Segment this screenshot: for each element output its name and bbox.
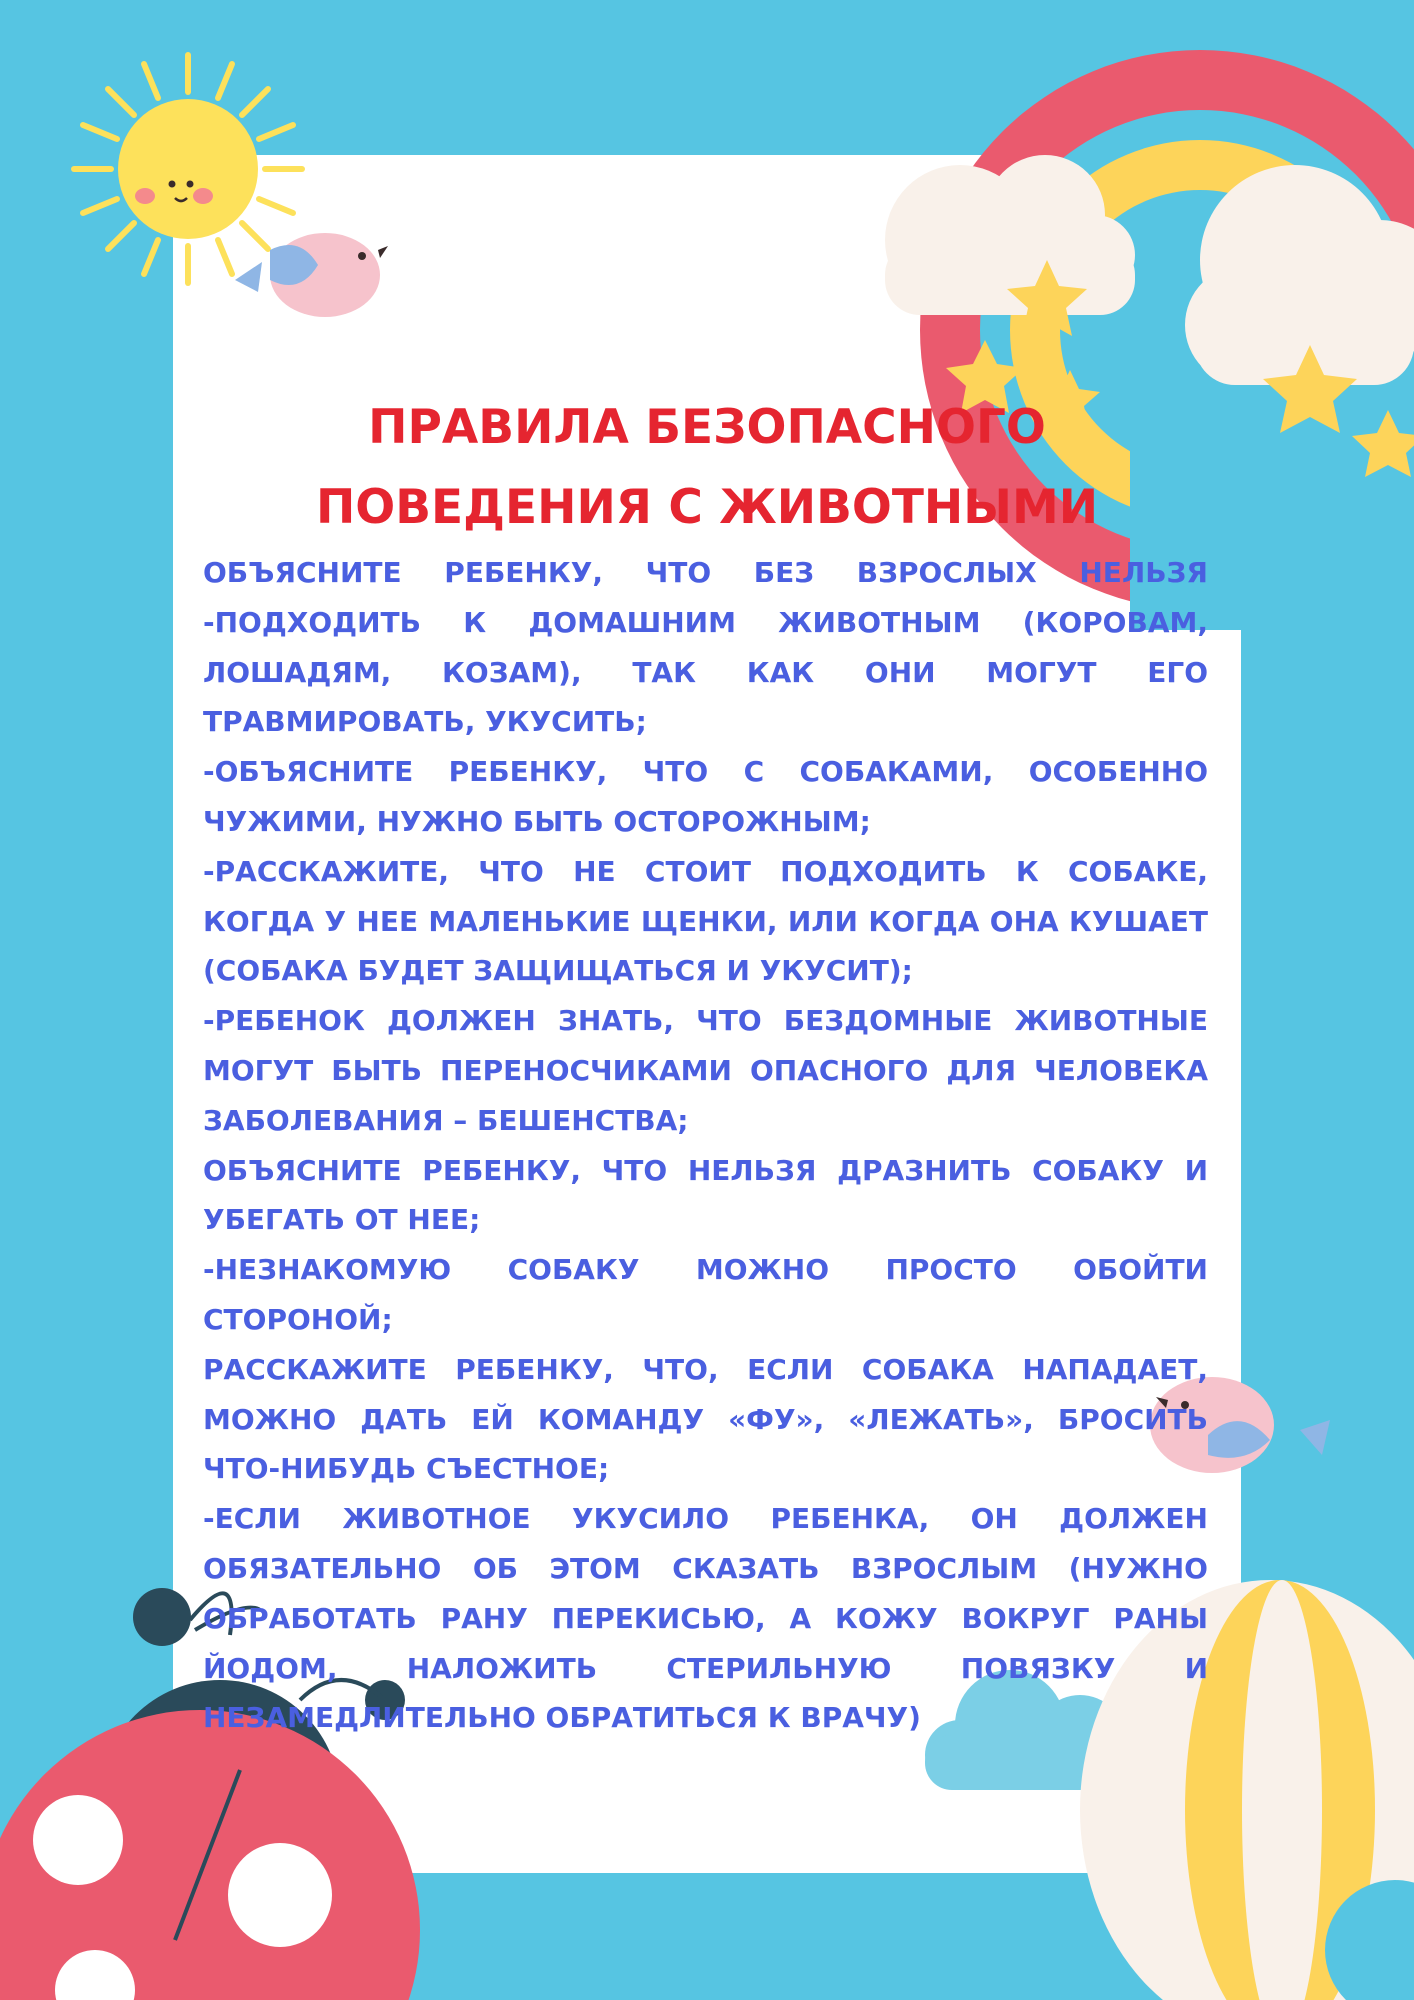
rule-paragraph: -ЕСЛИ ЖИВОТНОЕ УКУСИЛО РЕБЕНКА, ОН ДОЛЖЕН ОБЯЗАТЕЛЬНО ОБ ЭТОМ СКАЗАТЬ ВЗРОСЛЫМ (НУЖНО ОБРАБОТАТЬ РАНУ ПЕРЕКИСЬЮ, А КОЖУ ВОКРУГ РАНЫ ЙОДОМ, НАЛОЖИТЬ СТЕРИЛЬНУЮ ПОВЯЗКУ И НЕЗАМЕДЛИТЕЛЬНО ОБРАТИТЬСЯ К ВРАЧУ) (203, 1502, 1208, 1735)
rule-paragraph: ОБЪЯСНИТЕ РЕБЕНКУ, ЧТО БЕЗ ВЗРОСЛЫХ НЕЛЬЗЯ -ПОДХОДИТЬ К ДОМАШНИМ ЖИВОТНЫМ (КОРОВАМ, ЛОШАДЯМ, КОЗАМ), ТАК КАК ОНИ МОГУТ ЕГО ТРАВМИРОВАТЬ, УКУСИТЬ; (203, 556, 1208, 739)
rule-paragraph: ОБЪЯСНИТЕ РЕБЕНКУ, ЧТО НЕЛЬЗЯ ДРАЗНИТЬ СОБАКУ И УБЕГАТЬ ОТ НЕЕ; (203, 1153, 1208, 1237)
bird-icon (235, 233, 388, 317)
sun-icon (74, 55, 302, 283)
page-title: ПРАВИЛА БЕЗОПАСНОГО ПОВЕДЕНИЯ С ЖИВОТНЫМИ (315, 400, 1099, 535)
rule-paragraph: -РАССКАЖИТЕ, ЧТО НЕ СТОИТ ПОДХОДИТЬ К СОБАКЕ, КОГДА У НЕЕ МАЛЕНЬКИЕ ЩЕНКИ, ИЛИ КОГДА ОНА КУШАЕТ (СОБАКА БУДЕТ ЗАЩИЩАТЬСЯ И УКУСИТ); (203, 854, 1208, 988)
safety-rules-text (203, 548, 1208, 1743)
rule-paragraph: РАССКАЖИТЕ РЕБЕНКУ, ЧТО, ЕСЛИ СОБАКА НАПАДАЕТ, МОЖНО ДАТЬ ЕЙ КОМАНДУ «ФУ», «ЛЕЖАТЬ», БРОСИТЬ ЧТО-НИБУДЬ СЪЕСТНОЕ; (203, 1352, 1208, 1486)
rule-paragraph: -ОБЪЯСНИТЕ РЕБЕНКУ, ЧТО С СОБАКАМИ, ОСОБЕННО ЧУЖИМИ, НУЖНО БЫТЬ ОСТОРОЖНЫМ; (203, 755, 1208, 838)
rule-paragraph: -НЕЗНАКОМУЮ СОБАКУ МОЖНО ПРОСТО ОБОЙТИ СТОРОНОЙ; (203, 1253, 1208, 1336)
rule-paragraph: -РЕБЕНОК ДОЛЖЕН ЗНАТЬ, ЧТО БЕЗДОМНЫЕ ЖИВОТНЫЕ МОГУТ БЫТЬ ПЕРЕНОСЧИКАМИ ОПАСНОГО ДЛЯ ЧЕЛОВЕКА ЗАБОЛЕВАНИЯ – БЕШЕНСТВА; (203, 1004, 1208, 1137)
